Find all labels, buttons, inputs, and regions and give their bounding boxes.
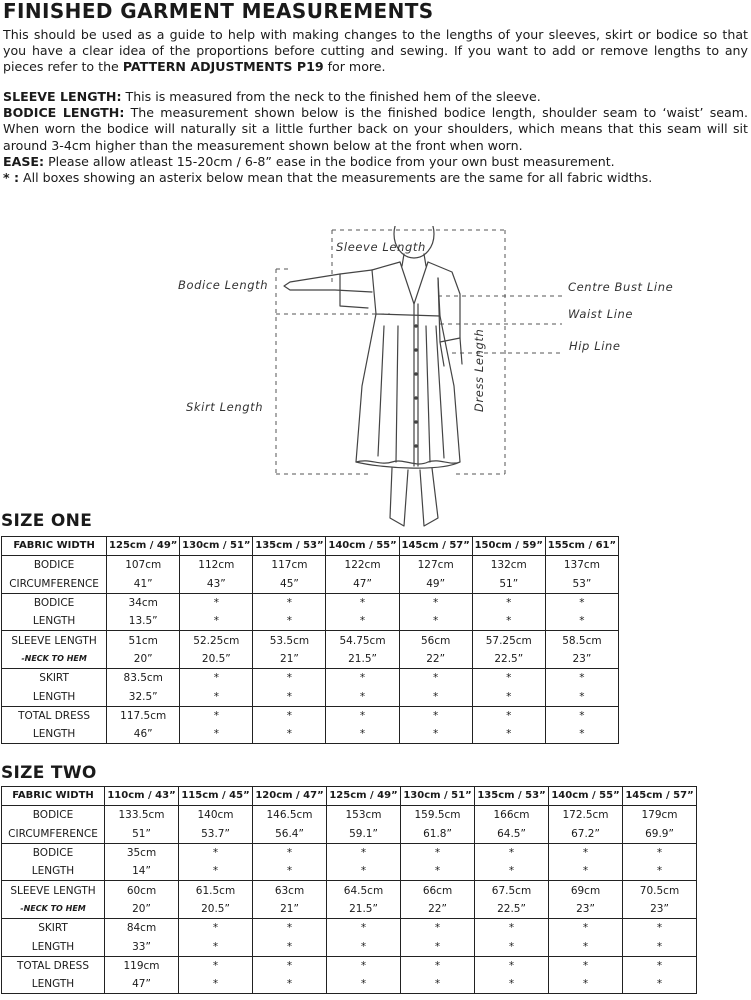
table-cell-inches: 20” <box>107 650 180 669</box>
size-one-title: SIZE ONE <box>1 511 93 531</box>
table-header-row <box>2 537 619 556</box>
row-label: BODICE <box>2 556 107 575</box>
table-cell-cm: 137cm <box>545 556 618 575</box>
row-sublabel: LENGTH <box>2 725 107 744</box>
bodice-length-label: Bodice Length <box>178 278 269 292</box>
note-label: * : <box>3 170 20 186</box>
table-row <box>2 687 619 706</box>
table-cell-cm: 53.5cm <box>253 631 326 650</box>
table-cell-inches: 53.7” <box>179 825 253 844</box>
table-cell-cm: * <box>179 956 253 975</box>
table-cell-cm: * <box>472 669 545 688</box>
table-row <box>2 919 697 938</box>
table-header-row <box>2 787 697 806</box>
table-cell-cm: * <box>399 669 472 688</box>
table-cell-inches: * <box>545 612 618 631</box>
column-header-fabric-width: 130cm / 51” <box>401 787 475 806</box>
row-sublabel: CIRCUMFERENCE <box>2 825 105 844</box>
table-cell-cm: 52.25cm <box>180 631 253 650</box>
table-row <box>2 725 619 744</box>
table-cell-cm: * <box>253 669 326 688</box>
table-cell-cm: 60cm <box>105 881 179 900</box>
row-label: SKIRT <box>2 919 105 938</box>
table-cell-cm: * <box>623 956 697 975</box>
table-row <box>2 706 619 725</box>
table-cell-inches: * <box>623 937 697 956</box>
table-cell-inches: * <box>327 975 401 994</box>
table-cell-cm: 83.5cm <box>107 669 180 688</box>
table-cell-cm: 66cm <box>401 881 475 900</box>
table-cell-cm: 56cm <box>399 631 472 650</box>
size-one-table <box>1 536 619 744</box>
table-cell-inches: * <box>327 862 401 881</box>
table-cell-cm: 58.5cm <box>545 631 618 650</box>
table-cell-cm: 63cm <box>253 881 327 900</box>
table-cell-inches: 22.5” <box>475 900 549 919</box>
column-header-fabric-width: 135cm / 53” <box>253 537 326 556</box>
table-cell-cm: 133.5cm <box>105 806 179 825</box>
table-cell-cm: 127cm <box>399 556 472 575</box>
table-cell-cm: * <box>326 669 399 688</box>
table-cell-cm: 122cm <box>326 556 399 575</box>
table-cell-inches: 21” <box>253 650 326 669</box>
table-cell-inches: 23” <box>545 650 618 669</box>
table-cell-inches: * <box>253 975 327 994</box>
column-header-label: FABRIC WIDTH <box>2 537 107 556</box>
note-text: Please allow atleast 15-20cm / 6-8” ease in the bodice from your own bust measurement. <box>44 153 615 169</box>
row-label: TOTAL DRESS <box>2 956 105 975</box>
row-sublabel: LENGTH <box>2 862 105 881</box>
column-header-fabric-width: 125cm / 49” <box>107 537 180 556</box>
table-cell-inches: * <box>180 725 253 744</box>
table-cell-inches: * <box>475 862 549 881</box>
table-cell-cm: * <box>401 843 475 862</box>
table-cell-inches: * <box>623 975 697 994</box>
table-cell-inches: * <box>549 975 623 994</box>
note-text: This is measured from the neck to the finished hem of the sleeve. <box>121 89 541 104</box>
table-cell-inches: * <box>549 862 623 881</box>
table-row <box>2 843 697 862</box>
column-header-fabric-width: 120cm / 47” <box>253 787 327 806</box>
table-cell-cm: * <box>179 919 253 938</box>
intro-text: This should be used as a guide to help with making changes to the lengths of your sleeves, skirt or bodice so that you have a clear idea of the proportions before cutting and sewing. If you want to add or remove lengths to any pieces refer to the <box>3 27 748 75</box>
table-cell-inches: 47” <box>105 975 179 994</box>
table-cell-cm: 57.25cm <box>472 631 545 650</box>
table-cell-cm: * <box>180 593 253 612</box>
table-cell-inches: * <box>326 612 399 631</box>
table-cell-inches: * <box>253 725 326 744</box>
table-cell-cm: 159.5cm <box>401 806 475 825</box>
column-header-fabric-width: 115cm / 45” <box>179 787 253 806</box>
table-cell-inches: 21” <box>253 900 327 919</box>
pattern-adjustments-reference: PATTERN ADJUSTMENTS P19 <box>122 59 324 75</box>
note-ease <box>3 154 748 170</box>
table-cell-cm: 112cm <box>180 556 253 575</box>
table-cell-cm: * <box>401 919 475 938</box>
table-cell-inches: * <box>253 612 326 631</box>
table-cell-inches: 69.9” <box>623 825 697 844</box>
table-row <box>2 937 697 956</box>
row-label: SLEEVE LENGTH <box>2 881 105 900</box>
table-cell-cm: 119cm <box>105 956 179 975</box>
table-cell-cm: 51cm <box>107 631 180 650</box>
table-row <box>2 631 619 650</box>
skirt-length-label: Skirt Length <box>186 400 264 414</box>
table-row <box>2 881 697 900</box>
table-cell-cm: * <box>253 843 327 862</box>
table-cell-inches: * <box>399 612 472 631</box>
column-header-fabric-width: 140cm / 55” <box>549 787 623 806</box>
table-cell-inches: 53” <box>545 575 618 594</box>
note-bodice-length <box>3 105 748 154</box>
table-cell-cm: * <box>545 706 618 725</box>
column-header-fabric-width: 145cm / 57” <box>623 787 697 806</box>
table-cell-inches: 61.8” <box>401 825 475 844</box>
table-cell-cm: 117cm <box>253 556 326 575</box>
table-cell-cm: * <box>326 593 399 612</box>
table-cell-cm: * <box>623 919 697 938</box>
table-cell-inches: * <box>327 937 401 956</box>
table-row <box>2 593 619 612</box>
table-cell-inches: * <box>401 862 475 881</box>
table-cell-cm: * <box>475 956 549 975</box>
table-cell-inches: 32.5” <box>107 687 180 706</box>
table-cell-inches: 20.5” <box>180 650 253 669</box>
table-cell-inches: * <box>623 862 697 881</box>
table-cell-cm: 64.5cm <box>327 881 401 900</box>
table-cell-inches: * <box>253 937 327 956</box>
intro-after: for more. <box>323 59 386 75</box>
row-label: TOTAL DRESS <box>2 706 107 725</box>
table-cell-cm: * <box>549 956 623 975</box>
table-row <box>2 806 697 825</box>
column-header-fabric-width: 125cm / 49” <box>327 787 401 806</box>
table-cell-inches: * <box>326 687 399 706</box>
column-header-fabric-width: 140cm / 55” <box>326 537 399 556</box>
table-cell-cm: 70.5cm <box>623 881 697 900</box>
table-cell-inches: * <box>475 975 549 994</box>
table-cell-inches: * <box>475 937 549 956</box>
table-cell-cm: * <box>549 843 623 862</box>
table-cell-cm: * <box>180 669 253 688</box>
table-cell-cm: * <box>326 706 399 725</box>
table-cell-cm: * <box>253 956 327 975</box>
table-cell-inches: 20.5” <box>179 900 253 919</box>
table-cell-inches: 51” <box>105 825 179 844</box>
table-row <box>2 956 697 975</box>
table-cell-cm: * <box>399 593 472 612</box>
table-cell-inches: * <box>253 687 326 706</box>
table-cell-cm: 132cm <box>472 556 545 575</box>
table-cell-cm: * <box>253 593 326 612</box>
table-cell-inches: * <box>180 687 253 706</box>
table-cell-cm: * <box>253 919 327 938</box>
row-sublabel: LENGTH <box>2 612 107 631</box>
size-two-table <box>1 786 697 994</box>
note-sleeve-length <box>3 89 748 105</box>
table-cell-cm: * <box>472 706 545 725</box>
note-text: All boxes showing an asterix below mean that the measurements are the same for all fabric widths. <box>19 170 653 186</box>
table-cell-inches: 46” <box>107 725 180 744</box>
table-cell-inches: 64.5” <box>475 825 549 844</box>
table-cell-cm: 146.5cm <box>253 806 327 825</box>
row-sublabel: CIRCUMFERENCE <box>2 575 107 594</box>
note-label: SLEEVE LENGTH: <box>3 89 122 104</box>
table-cell-inches: * <box>545 687 618 706</box>
table-cell-cm: 117.5cm <box>107 706 180 725</box>
table-cell-cm: * <box>399 706 472 725</box>
table-row <box>2 575 619 594</box>
table-cell-cm: 84cm <box>105 919 179 938</box>
row-sublabel: LENGTH <box>2 937 105 956</box>
table-cell-inches: * <box>472 725 545 744</box>
table-cell-cm: * <box>401 956 475 975</box>
table-cell-cm: 179cm <box>623 806 697 825</box>
table-cell-cm: 153cm <box>327 806 401 825</box>
page-title: FINISHED GARMENT MEASUREMENTS <box>3 0 434 23</box>
row-sublabel: LENGTH <box>2 687 107 706</box>
table-cell-inches: 21.5” <box>326 650 399 669</box>
table-cell-inches: 22” <box>401 900 475 919</box>
table-cell-inches: * <box>472 612 545 631</box>
table-row <box>2 825 697 844</box>
table-cell-cm: * <box>179 843 253 862</box>
table-row <box>2 669 619 688</box>
row-label: BODICE <box>2 843 105 862</box>
column-header-fabric-width: 155cm / 61” <box>545 537 618 556</box>
table-cell-inches: * <box>253 862 327 881</box>
table-cell-cm: 140cm <box>179 806 253 825</box>
table-cell-cm: * <box>475 919 549 938</box>
table-cell-cm: 54.75cm <box>326 631 399 650</box>
dress-illustration <box>0 226 751 528</box>
table-cell-inches: * <box>179 862 253 881</box>
table-cell-cm: * <box>475 843 549 862</box>
row-label: BODICE <box>2 806 105 825</box>
hip-line-label: Hip Line <box>569 339 621 353</box>
table-cell-cm: 107cm <box>107 556 180 575</box>
waist-line-label: Waist Line <box>568 307 634 321</box>
column-header-fabric-width: 150cm / 59” <box>472 537 545 556</box>
table-cell-inches: 22” <box>399 650 472 669</box>
table-cell-inches: 67.2” <box>549 825 623 844</box>
size-two-table-body <box>2 787 697 994</box>
table-cell-inches: 47” <box>326 575 399 594</box>
table-cell-cm: * <box>472 593 545 612</box>
row-label: SLEEVE LENGTH <box>2 631 107 650</box>
table-cell-cm: * <box>253 706 326 725</box>
table-cell-cm: * <box>180 706 253 725</box>
note-label: EASE: <box>3 153 45 169</box>
table-cell-inches: * <box>326 725 399 744</box>
table-cell-inches: 23” <box>623 900 697 919</box>
table-cell-inches: 51” <box>472 575 545 594</box>
table-row <box>2 900 697 919</box>
table-cell-inches: 14” <box>105 862 179 881</box>
note-asterisk <box>3 170 748 186</box>
table-row <box>2 650 619 669</box>
table-cell-inches: * <box>401 975 475 994</box>
table-cell-cm: 61.5cm <box>179 881 253 900</box>
table-cell-inches: 56.4” <box>253 825 327 844</box>
table-cell-inches: 21.5” <box>327 900 401 919</box>
table-cell-inches: * <box>179 937 253 956</box>
column-header-fabric-width: 110cm / 43” <box>105 787 179 806</box>
measurement-notes <box>3 89 748 186</box>
column-header-label: FABRIC WIDTH <box>2 787 105 806</box>
table-cell-inches: * <box>472 687 545 706</box>
garment-diagram <box>0 226 751 528</box>
row-label: BODICE <box>2 593 107 612</box>
table-cell-inches: 43” <box>180 575 253 594</box>
column-header-fabric-width: 145cm / 57” <box>399 537 472 556</box>
table-cell-inches: * <box>545 725 618 744</box>
table-cell-cm: * <box>327 919 401 938</box>
row-sublabel: -NECK TO HEM <box>2 650 107 669</box>
table-cell-inches: * <box>179 975 253 994</box>
table-cell-cm: 166cm <box>475 806 549 825</box>
table-cell-inches: 45” <box>253 575 326 594</box>
table-cell-cm: 172.5cm <box>549 806 623 825</box>
row-sublabel: LENGTH <box>2 975 105 994</box>
row-label: SKIRT <box>2 669 107 688</box>
note-text: The measurement shown below is the finished bodice length, shoulder seam to ‘waist’ seam. When worn the bodice will naturally sit a little further back on your shoulders, which means that this seam will sit around 3-4cm higher than the measurement shown below at the front when worn. <box>3 105 749 153</box>
table-cell-inches: 41” <box>107 575 180 594</box>
table-cell-cm: * <box>549 919 623 938</box>
table-cell-cm: 34cm <box>107 593 180 612</box>
table-cell-inches: 23” <box>549 900 623 919</box>
table-cell-inches: 49” <box>399 575 472 594</box>
table-cell-cm: * <box>545 669 618 688</box>
table-cell-inches: 59.1” <box>327 825 401 844</box>
table-cell-inches: * <box>549 937 623 956</box>
row-sublabel: -NECK TO HEM <box>2 900 105 919</box>
table-cell-inches: 22.5” <box>472 650 545 669</box>
table-cell-inches: * <box>399 687 472 706</box>
size-two-title: SIZE TWO <box>1 763 97 783</box>
dress-length-label: Dress Length <box>472 328 486 412</box>
table-row <box>2 556 619 575</box>
table-cell-cm: * <box>623 843 697 862</box>
size-one-table-body <box>2 537 619 744</box>
centre-bust-line-label: Centre Bust Line <box>568 280 674 294</box>
table-cell-cm: 35cm <box>105 843 179 862</box>
table-cell-cm: * <box>327 956 401 975</box>
note-label: BODICE LENGTH: <box>3 105 125 121</box>
column-header-fabric-width: 130cm / 51” <box>180 537 253 556</box>
table-cell-cm: * <box>327 843 401 862</box>
table-cell-inches: * <box>401 937 475 956</box>
table-row <box>2 862 697 881</box>
table-cell-inches: * <box>180 612 253 631</box>
table-cell-cm: * <box>545 593 618 612</box>
sleeve-length-label: Sleeve Length <box>336 240 426 254</box>
table-row <box>2 975 697 994</box>
column-header-fabric-width: 135cm / 53” <box>475 787 549 806</box>
table-cell-cm: 67.5cm <box>475 881 549 900</box>
table-cell-inches: * <box>399 725 472 744</box>
table-cell-inches: 13.5” <box>107 612 180 631</box>
intro-paragraph <box>3 27 748 76</box>
table-cell-inches: 33” <box>105 937 179 956</box>
table-cell-inches: 20” <box>105 900 179 919</box>
table-cell-cm: 69cm <box>549 881 623 900</box>
table-row <box>2 612 619 631</box>
